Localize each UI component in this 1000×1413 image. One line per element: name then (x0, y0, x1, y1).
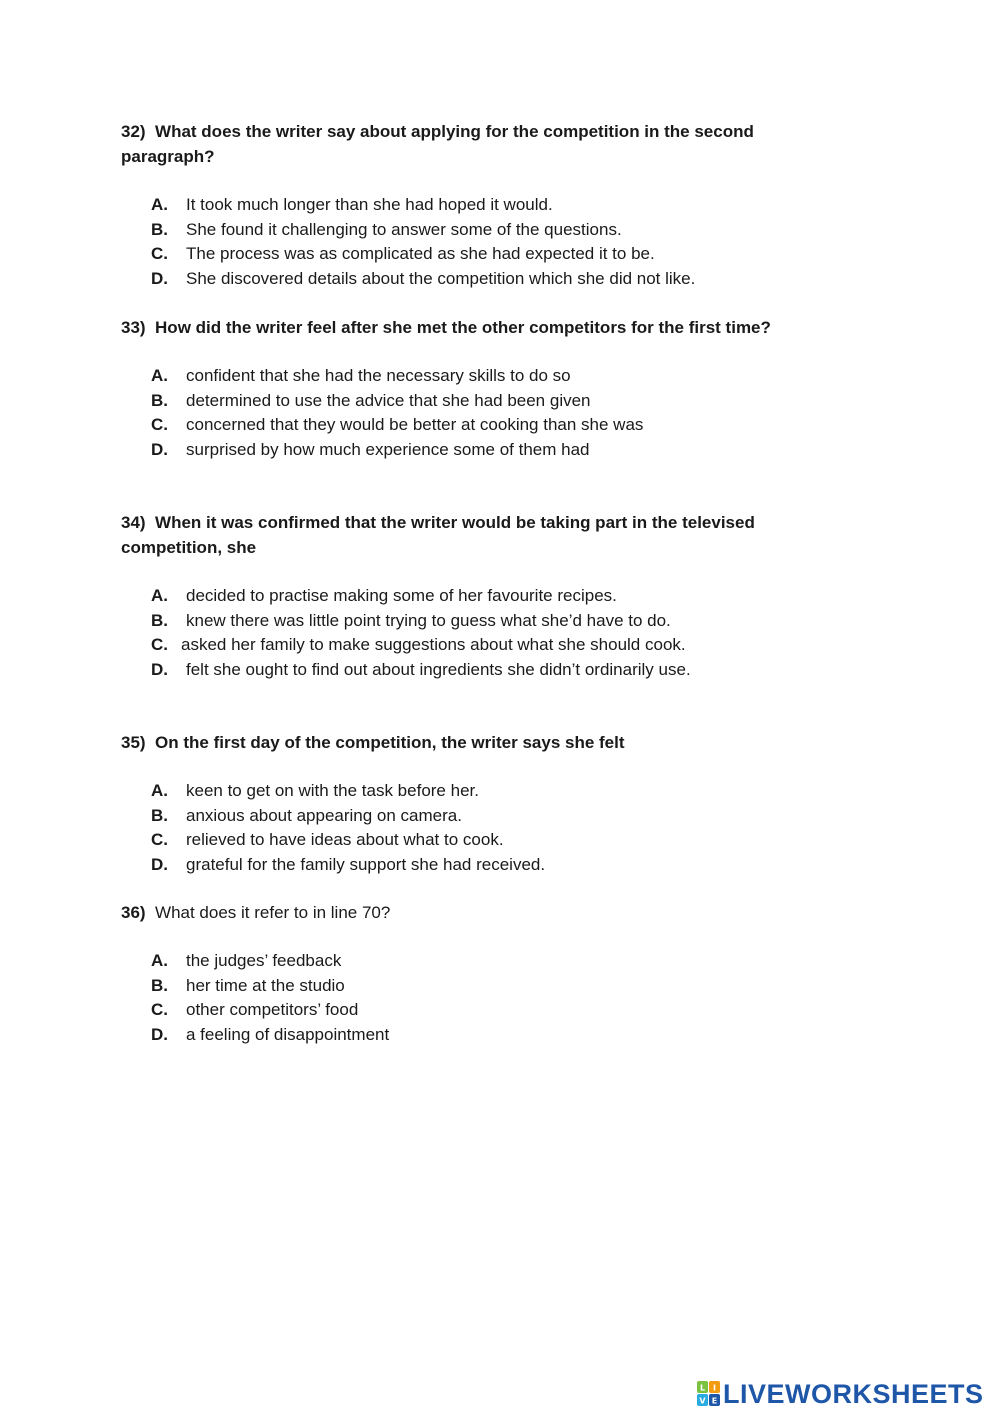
answer-option-b[interactable] (121, 974, 841, 999)
option-letter: C. (151, 830, 168, 849)
option-letter: B. (151, 975, 168, 995)
option-text: concerned that they would be better at cooking than she was (186, 415, 644, 434)
option-letter: A. (151, 951, 168, 970)
option-text: determined to use the advice that she had been given (186, 390, 591, 410)
answer-option-a[interactable] (121, 779, 841, 804)
option-text: felt she ought to find out about ingredients she didn’t ordinarily use. (186, 659, 691, 679)
question-text: How did the writer feel after she met the other competitors for the first time? (155, 318, 771, 337)
answer-option-c[interactable] (121, 828, 841, 853)
option-letter: C. (151, 415, 168, 434)
answer-option-d[interactable] (121, 438, 881, 463)
question-text: On the first day of the competition, the writer says she felt (155, 733, 625, 752)
answer-option-c[interactable] (121, 413, 881, 438)
option-text: She found it challenging to answer some of the questions. (186, 219, 622, 239)
option-text: surprised by how much experience some of them had (186, 439, 590, 459)
option-letter: B. (151, 610, 168, 630)
answer-option-d[interactable] (121, 1023, 841, 1048)
option-letter: C. (151, 1000, 168, 1019)
question-title (121, 510, 821, 560)
answer-option-b[interactable] (121, 804, 841, 829)
answer-option-a[interactable] (121, 584, 821, 609)
question-text: When it was confirmed that the writer would be taking part in the televised competition, she (121, 513, 755, 557)
option-text: anxious about appearing on camera. (186, 805, 462, 825)
option-letter: A. (151, 366, 168, 385)
question-number: 32) (121, 122, 146, 141)
option-text: grateful for the family support she had received. (186, 854, 546, 874)
question-text: What does it refer to in line 70? (155, 903, 391, 922)
question-number: 34) (121, 513, 146, 532)
question-34 (121, 510, 821, 682)
answer-option-a[interactable] (121, 364, 881, 389)
answer-option-a[interactable] (121, 193, 841, 218)
question-35 (121, 730, 841, 877)
option-letter: A. (151, 195, 168, 214)
option-letter: B. (151, 805, 168, 825)
answer-options (121, 364, 881, 462)
answer-option-d[interactable] (121, 267, 841, 292)
option-letter: A. (151, 781, 168, 800)
option-letter: D. (151, 854, 168, 874)
option-text: keen to get on with the task before her. (186, 781, 479, 800)
svg-text:V: V (699, 1396, 706, 1406)
question-number: 33) (121, 318, 146, 337)
liveworksheets-logo (697, 1378, 984, 1410)
answer-option-d[interactable] (121, 853, 841, 878)
answer-option-a[interactable] (121, 949, 841, 974)
option-text: her time at the studio (186, 975, 345, 995)
option-letter: C. (151, 635, 168, 654)
question-title (121, 315, 881, 340)
question-number: 36) (121, 903, 146, 922)
question-number: 35) (121, 733, 146, 752)
option-text: asked her family to make suggestions about what she should cook. (181, 635, 686, 654)
logo-text: LIVEWORKSHEETS (723, 1379, 984, 1409)
option-letter: A. (151, 586, 168, 605)
question-title (121, 730, 841, 755)
liveworksheets-logo-icon (697, 1381, 721, 1407)
answer-options (121, 779, 841, 877)
svg-text:I: I (713, 1383, 716, 1393)
answer-option-b[interactable] (121, 389, 881, 414)
answer-option-c[interactable] (121, 998, 841, 1023)
answer-option-d[interactable] (121, 658, 821, 683)
option-text: decided to practise making some of her favourite recipes. (186, 586, 617, 605)
answer-option-b[interactable] (121, 218, 841, 243)
answer-option-b[interactable] (121, 609, 821, 634)
option-letter: B. (151, 219, 168, 239)
answer-options (121, 584, 821, 682)
question-title (121, 900, 841, 925)
option-letter: D. (151, 268, 168, 288)
question-36 (121, 900, 841, 1047)
answer-options (121, 193, 841, 291)
option-text: It took much longer than she had hoped it would. (186, 195, 553, 214)
option-text: The process was as complicated as she had expected it to be. (186, 244, 655, 263)
answer-option-c[interactable] (121, 242, 841, 267)
question-title (121, 119, 841, 169)
svg-text:L: L (699, 1383, 706, 1393)
option-text: relieved to have ideas about what to cook. (186, 830, 504, 849)
svg-text:E: E (711, 1396, 718, 1406)
option-text: the judges’ feedback (186, 951, 342, 970)
option-text: a feeling of disappointment (186, 1024, 390, 1044)
option-letter: D. (151, 659, 168, 679)
option-text: knew there was little point trying to guess what she’d have to do. (186, 610, 671, 630)
question-33 (121, 315, 881, 462)
option-letter: D. (151, 439, 168, 459)
option-letter: B. (151, 390, 168, 410)
option-text: other competitors’ food (186, 1000, 359, 1019)
option-letter: D. (151, 1024, 168, 1044)
question-32 (121, 119, 841, 291)
question-text: What does the writer say about applying for the competition in the second paragraph? (121, 122, 754, 166)
answer-options (121, 949, 841, 1047)
option-text: She discovered details about the competition which she did not like. (186, 268, 696, 288)
option-text: confident that she had the necessary skills to do so (186, 366, 571, 385)
option-letter: C. (151, 244, 168, 263)
answer-option-c[interactable] (121, 633, 821, 658)
